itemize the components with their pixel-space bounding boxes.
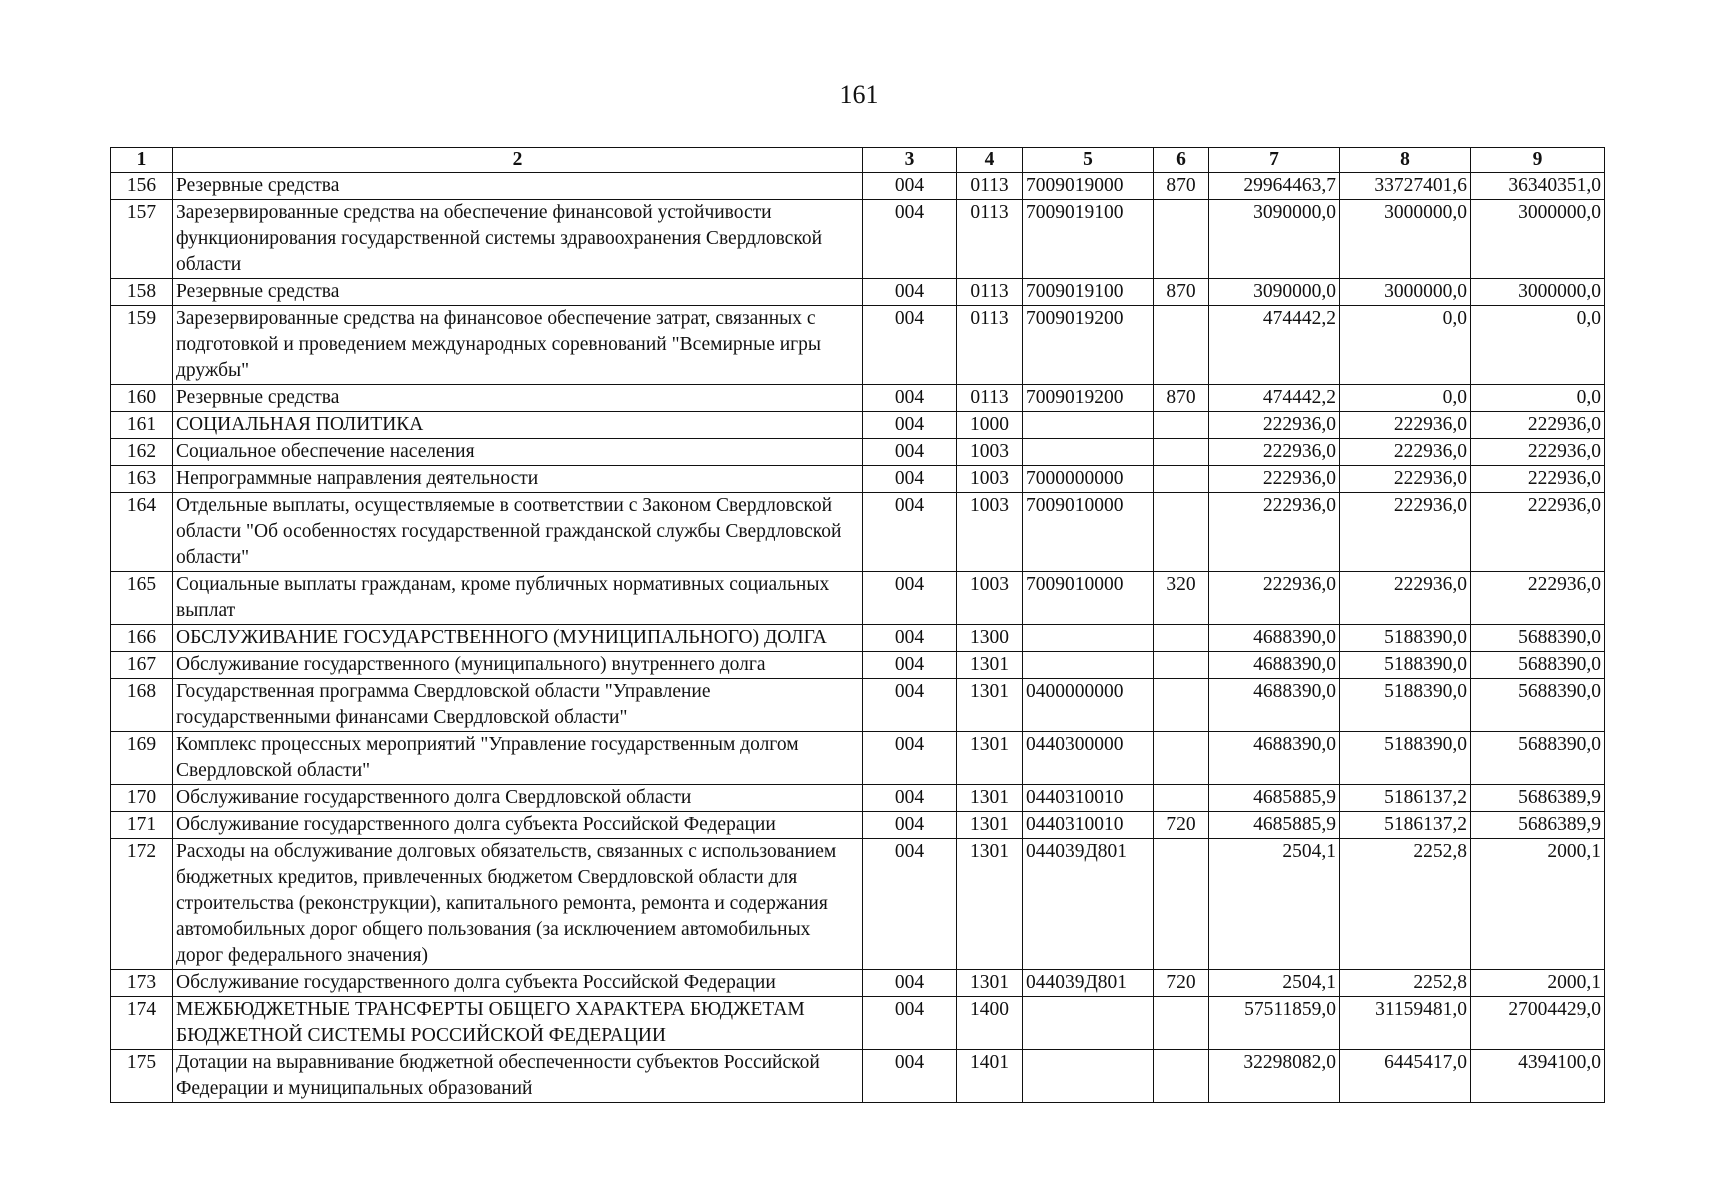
row-number-cell: 170 xyxy=(111,785,173,812)
table-row xyxy=(111,412,1605,439)
section-code-cell: 1301 xyxy=(957,785,1023,812)
amount-cell-col7: 222936,0 xyxy=(1209,466,1340,493)
row-number-cell: 159 xyxy=(111,306,173,385)
admin-code-cell: 004 xyxy=(863,439,957,466)
row-number-cell: 168 xyxy=(111,679,173,732)
expense-name-cell: Обслуживание государственного долга Свердловской области xyxy=(173,785,863,812)
target-article-cell xyxy=(1023,412,1154,439)
section-code-cell: 1003 xyxy=(957,572,1023,625)
expense-name-cell: Зарезервированные средства на обеспечение финансовой устойчивости функционирования государственной системы здравоохранения Свердловской области xyxy=(173,200,863,279)
amount-cell-col7: 29964463,7 xyxy=(1209,173,1340,200)
admin-code-cell: 004 xyxy=(863,173,957,200)
table-row xyxy=(111,200,1605,279)
target-article-cell: 7009010000 xyxy=(1023,493,1154,572)
amount-cell-col7: 3090000,0 xyxy=(1209,279,1340,306)
amount-cell-col9: 2000,1 xyxy=(1471,839,1605,970)
table-row xyxy=(111,625,1605,652)
expense-name-cell: Отдельные выплаты, осуществляемые в соответствии с Законом Свердловской области "Об особенностях государственной гражданской службы Свердловской области" xyxy=(173,493,863,572)
amount-cell-col7: 4685885,9 xyxy=(1209,785,1340,812)
expense-type-cell xyxy=(1154,732,1209,785)
table-row xyxy=(111,439,1605,466)
amount-cell-col7: 222936,0 xyxy=(1209,493,1340,572)
expense-type-cell xyxy=(1154,625,1209,652)
expense-name-cell: Обслуживание государственного долга субъекта Российской Федерации xyxy=(173,812,863,839)
target-article-cell: 0440310010 xyxy=(1023,812,1154,839)
amount-cell-col7: 222936,0 xyxy=(1209,439,1340,466)
target-article-cell xyxy=(1023,652,1154,679)
section-code-cell: 1301 xyxy=(957,839,1023,970)
expense-name-cell: Обслуживание государственного долга субъекта Российской Федерации xyxy=(173,970,863,997)
column-header: 9 xyxy=(1471,148,1605,173)
amount-cell-col7: 2504,1 xyxy=(1209,839,1340,970)
admin-code-cell: 004 xyxy=(863,812,957,839)
amount-cell-col9: 2000,1 xyxy=(1471,970,1605,997)
target-article-cell xyxy=(1023,997,1154,1050)
amount-cell-col8: 2252,8 xyxy=(1340,970,1471,997)
table-row xyxy=(111,572,1605,625)
target-article-cell: 044039Д801 xyxy=(1023,970,1154,997)
expense-type-cell: 720 xyxy=(1154,970,1209,997)
amount-cell-col7: 4688390,0 xyxy=(1209,625,1340,652)
amount-cell-col9: 5688390,0 xyxy=(1471,679,1605,732)
amount-cell-col8: 222936,0 xyxy=(1340,412,1471,439)
table-row xyxy=(111,997,1605,1050)
section-code-cell: 1401 xyxy=(957,1050,1023,1103)
amount-cell-col7: 4685885,9 xyxy=(1209,812,1340,839)
amount-cell-col8: 5188390,0 xyxy=(1340,652,1471,679)
amount-cell-col7: 4688390,0 xyxy=(1209,652,1340,679)
expense-name-cell: Резервные средства xyxy=(173,173,863,200)
section-code-cell: 1301 xyxy=(957,652,1023,679)
table-row xyxy=(111,839,1605,970)
expense-type-cell xyxy=(1154,785,1209,812)
amount-cell-col8: 5188390,0 xyxy=(1340,732,1471,785)
section-code-cell: 0113 xyxy=(957,385,1023,412)
expense-name-cell: Социальное обеспечение населения xyxy=(173,439,863,466)
admin-code-cell: 004 xyxy=(863,625,957,652)
expense-name-cell: Резервные средства xyxy=(173,279,863,306)
section-code-cell: 0113 xyxy=(957,306,1023,385)
expense-type-cell: 870 xyxy=(1154,385,1209,412)
expense-name-cell: Резервные средства xyxy=(173,385,863,412)
amount-cell-col8: 5188390,0 xyxy=(1340,625,1471,652)
budget-table xyxy=(110,147,1605,1103)
amount-cell-col7: 4688390,0 xyxy=(1209,732,1340,785)
expense-name-cell: Зарезервированные средства на финансовое обеспечение затрат, связанных с подготовкой и проведением международных соревнований "Всемирные игры дружбы" xyxy=(173,306,863,385)
amount-cell-col9: 3000000,0 xyxy=(1471,279,1605,306)
table-row xyxy=(111,812,1605,839)
target-article-cell xyxy=(1023,439,1154,466)
section-code-cell: 0113 xyxy=(957,200,1023,279)
section-code-cell: 1301 xyxy=(957,970,1023,997)
amount-cell-col7: 2504,1 xyxy=(1209,970,1340,997)
target-article-cell xyxy=(1023,625,1154,652)
expense-type-cell xyxy=(1154,839,1209,970)
amount-cell-col9: 5688390,0 xyxy=(1471,625,1605,652)
admin-code-cell: 004 xyxy=(863,970,957,997)
amount-cell-col7: 57511859,0 xyxy=(1209,997,1340,1050)
target-article-cell: 044039Д801 xyxy=(1023,839,1154,970)
amount-cell-col8: 5186137,2 xyxy=(1340,812,1471,839)
amount-cell-col8: 31159481,0 xyxy=(1340,997,1471,1050)
row-number-cell: 163 xyxy=(111,466,173,493)
column-header: 3 xyxy=(863,148,957,173)
target-article-cell: 7009019100 xyxy=(1023,200,1154,279)
expense-type-cell xyxy=(1154,306,1209,385)
expense-type-cell xyxy=(1154,652,1209,679)
section-code-cell: 1003 xyxy=(957,466,1023,493)
table-body xyxy=(111,173,1605,1103)
admin-code-cell: 004 xyxy=(863,572,957,625)
admin-code-cell: 004 xyxy=(863,306,957,385)
column-header: 5 xyxy=(1023,148,1154,173)
target-article-cell xyxy=(1023,1050,1154,1103)
table-header-row xyxy=(111,148,1605,173)
amount-cell-col9: 222936,0 xyxy=(1471,439,1605,466)
table-row xyxy=(111,1050,1605,1103)
expense-name-cell: ОБСЛУЖИВАНИЕ ГОСУДАРСТВЕННОГО (МУНИЦИПАЛЬНОГО) ДОЛГА xyxy=(173,625,863,652)
section-code-cell: 0113 xyxy=(957,173,1023,200)
page-number: 161 xyxy=(839,80,879,109)
expense-type-cell xyxy=(1154,439,1209,466)
expense-name-cell: Расходы на обслуживание долговых обязательств, связанных с использованием бюджетных кредитов, привлеченных бюджетом Свердловской области для строительства (реконструкции), капитального ремонта, ремонта и содержания автомобильных дорог общего пользования (за исключением автомобильных дорог федерального значения) xyxy=(173,839,863,970)
column-header: 6 xyxy=(1154,148,1209,173)
section-code-cell: 1300 xyxy=(957,625,1023,652)
row-number-cell: 172 xyxy=(111,839,173,970)
amount-cell-col9: 5686389,9 xyxy=(1471,785,1605,812)
target-article-cell: 7009019000 xyxy=(1023,173,1154,200)
amount-cell-col8: 222936,0 xyxy=(1340,439,1471,466)
table-row xyxy=(111,466,1605,493)
table-row xyxy=(111,385,1605,412)
expense-name-cell: Государственная программа Свердловской области "Управление государственными финансами Свердловской области" xyxy=(173,679,863,732)
target-article-cell: 0440310010 xyxy=(1023,785,1154,812)
amount-cell-col9: 27004429,0 xyxy=(1471,997,1605,1050)
amount-cell-col9: 222936,0 xyxy=(1471,412,1605,439)
amount-cell-col8: 222936,0 xyxy=(1340,493,1471,572)
column-header: 7 xyxy=(1209,148,1340,173)
expense-type-cell: 320 xyxy=(1154,572,1209,625)
target-article-cell: 7009019100 xyxy=(1023,279,1154,306)
expense-name-cell: СОЦИАЛЬНАЯ ПОЛИТИКА xyxy=(173,412,863,439)
amount-cell-col9: 36340351,0 xyxy=(1471,173,1605,200)
expense-type-cell xyxy=(1154,200,1209,279)
admin-code-cell: 004 xyxy=(863,679,957,732)
target-article-cell: 0400000000 xyxy=(1023,679,1154,732)
section-code-cell: 1000 xyxy=(957,412,1023,439)
expense-type-cell xyxy=(1154,412,1209,439)
admin-code-cell: 004 xyxy=(863,839,957,970)
row-number-cell: 157 xyxy=(111,200,173,279)
admin-code-cell: 004 xyxy=(863,785,957,812)
expense-type-cell: 870 xyxy=(1154,279,1209,306)
amount-cell-col9: 5688390,0 xyxy=(1471,732,1605,785)
expense-type-cell xyxy=(1154,997,1209,1050)
admin-code-cell: 004 xyxy=(863,385,957,412)
amount-cell-col9: 222936,0 xyxy=(1471,493,1605,572)
amount-cell-col7: 474442,2 xyxy=(1209,385,1340,412)
amount-cell-col7: 3090000,0 xyxy=(1209,200,1340,279)
amount-cell-col8: 3000000,0 xyxy=(1340,279,1471,306)
table-row xyxy=(111,279,1605,306)
amount-cell-col9: 3000000,0 xyxy=(1471,200,1605,279)
section-code-cell: 1003 xyxy=(957,493,1023,572)
expense-name-cell: МЕЖБЮДЖЕТНЫЕ ТРАНСФЕРТЫ ОБЩЕГО ХАРАКТЕРА БЮДЖЕТАМ БЮДЖЕТНОЙ СИСТЕМЫ РОССИЙСКОЙ ФЕДЕРАЦИИ xyxy=(173,997,863,1050)
amount-cell-col8: 0,0 xyxy=(1340,385,1471,412)
amount-cell-col8: 2252,8 xyxy=(1340,839,1471,970)
admin-code-cell: 004 xyxy=(863,732,957,785)
amount-cell-col8: 222936,0 xyxy=(1340,466,1471,493)
admin-code-cell: 004 xyxy=(863,279,957,306)
expense-name-cell: Дотации на выравнивание бюджетной обеспеченности субъектов Российской Федерации и муниципальных образований xyxy=(173,1050,863,1103)
amount-cell-col7: 474442,2 xyxy=(1209,306,1340,385)
amount-cell-col8: 222936,0 xyxy=(1340,572,1471,625)
row-number-cell: 160 xyxy=(111,385,173,412)
row-number-cell: 161 xyxy=(111,412,173,439)
amount-cell-col8: 6445417,0 xyxy=(1340,1050,1471,1103)
admin-code-cell: 004 xyxy=(863,493,957,572)
amount-cell-col7: 4688390,0 xyxy=(1209,679,1340,732)
row-number-cell: 171 xyxy=(111,812,173,839)
admin-code-cell: 004 xyxy=(863,200,957,279)
row-number-cell: 166 xyxy=(111,625,173,652)
column-header: 8 xyxy=(1340,148,1471,173)
amount-cell-col8: 5188390,0 xyxy=(1340,679,1471,732)
admin-code-cell: 004 xyxy=(863,997,957,1050)
amount-cell-col8: 33727401,6 xyxy=(1340,173,1471,200)
row-number-cell: 169 xyxy=(111,732,173,785)
expense-type-cell xyxy=(1154,679,1209,732)
table-row xyxy=(111,679,1605,732)
section-code-cell: 1003 xyxy=(957,439,1023,466)
admin-code-cell: 004 xyxy=(863,652,957,679)
amount-cell-col9: 5688390,0 xyxy=(1471,652,1605,679)
table-row xyxy=(111,652,1605,679)
target-article-cell: 7000000000 xyxy=(1023,466,1154,493)
section-code-cell: 1301 xyxy=(957,732,1023,785)
target-article-cell: 7009010000 xyxy=(1023,572,1154,625)
amount-cell-col8: 5186137,2 xyxy=(1340,785,1471,812)
admin-code-cell: 004 xyxy=(863,412,957,439)
section-code-cell: 1301 xyxy=(957,812,1023,839)
table-row xyxy=(111,306,1605,385)
expense-type-cell xyxy=(1154,466,1209,493)
table-row xyxy=(111,173,1605,200)
amount-cell-col7: 222936,0 xyxy=(1209,572,1340,625)
row-number-cell: 164 xyxy=(111,493,173,572)
row-number-cell: 173 xyxy=(111,970,173,997)
expense-name-cell: Непрограммные направления деятельности xyxy=(173,466,863,493)
row-number-cell: 167 xyxy=(111,652,173,679)
section-code-cell: 1400 xyxy=(957,997,1023,1050)
row-number-cell: 162 xyxy=(111,439,173,466)
expense-name-cell: Социальные выплаты гражданам, кроме публичных нормативных социальных выплат xyxy=(173,572,863,625)
amount-cell-col9: 0,0 xyxy=(1471,306,1605,385)
section-code-cell: 1301 xyxy=(957,679,1023,732)
column-header: 2 xyxy=(173,148,863,173)
row-number-cell: 156 xyxy=(111,173,173,200)
table-row xyxy=(111,493,1605,572)
expense-type-cell xyxy=(1154,1050,1209,1103)
expense-type-cell: 720 xyxy=(1154,812,1209,839)
amount-cell-col8: 3000000,0 xyxy=(1340,200,1471,279)
amount-cell-col7: 222936,0 xyxy=(1209,412,1340,439)
amount-cell-col8: 0,0 xyxy=(1340,306,1471,385)
section-code-cell: 0113 xyxy=(957,279,1023,306)
table-row xyxy=(111,785,1605,812)
target-article-cell: 7009019200 xyxy=(1023,306,1154,385)
table-row xyxy=(111,970,1605,997)
amount-cell-col9: 4394100,0 xyxy=(1471,1050,1605,1103)
expense-name-cell: Комплекс процессных мероприятий "Управление государственным долгом Свердловской области" xyxy=(173,732,863,785)
admin-code-cell: 004 xyxy=(863,466,957,493)
amount-cell-col9: 222936,0 xyxy=(1471,466,1605,493)
amount-cell-col7: 32298082,0 xyxy=(1209,1050,1340,1103)
target-article-cell: 7009019200 xyxy=(1023,385,1154,412)
target-article-cell: 0440300000 xyxy=(1023,732,1154,785)
expense-name-cell: Обслуживание государственного (муниципального) внутреннего долга xyxy=(173,652,863,679)
row-number-cell: 158 xyxy=(111,279,173,306)
row-number-cell: 174 xyxy=(111,997,173,1050)
table-row xyxy=(111,732,1605,785)
amount-cell-col9: 222936,0 xyxy=(1471,572,1605,625)
expense-type-cell: 870 xyxy=(1154,173,1209,200)
row-number-cell: 165 xyxy=(111,572,173,625)
amount-cell-col9: 5686389,9 xyxy=(1471,812,1605,839)
expense-type-cell xyxy=(1154,493,1209,572)
column-header: 1 xyxy=(111,148,173,173)
admin-code-cell: 004 xyxy=(863,1050,957,1103)
column-header: 4 xyxy=(957,148,1023,173)
amount-cell-col9: 0,0 xyxy=(1471,385,1605,412)
row-number-cell: 175 xyxy=(111,1050,173,1103)
